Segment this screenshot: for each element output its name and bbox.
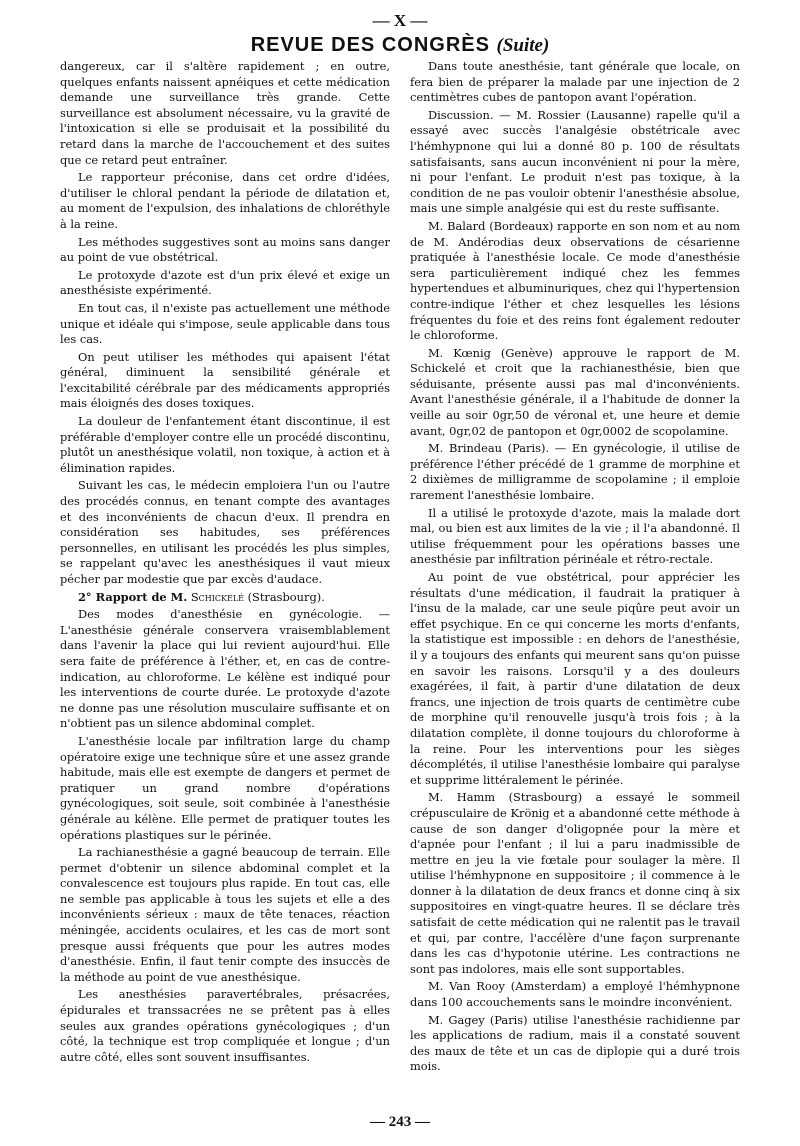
paragraph: Le rapporteur préconise, dans cet ordre d'idées, d'utiliser le chloral pendant la période de dilatation et, au moment de l'expulsion, des inhalations de chloréthyle à la reine. <box>60 170 390 231</box>
paragraph: M. Balard (Bordeaux) rapporte en son nom et au nom de M. Andérodias deux observations de césarienne pratiquée à l'anesthésie locale. Ce mode d'anesthésie sera particulièrement indiqué chez les femmes hypertendues et albuminuriques, chez qui l'hypertension contre-indique l'éther et chez lesquelles les lésions fréquentes du foie et des reins font également redouter le chloroforme. <box>410 218 740 343</box>
paragraph: M. Brindeau (Paris). — En gynécologie, il utilise de préférence l'éther précédé de 1 gramme de morphine et 2 dixièmes de milligramme de scopolamine ; il emploie rarement l'anesthésie lombaire. <box>410 441 740 503</box>
rapport-place: (Strasbourg). <box>247 589 325 604</box>
title-suite: (Suite) <box>496 35 550 56</box>
paragraph: Au point de vue obstétrical, pour apprécier les résultats d'une médication, il faudrait la pratiquer à l'insu de la malade, car une seule piqûre peut avoir un effet psychique. En ce qui concerne les morts d'enfants, la statistique est impossible : en dehors de l'anesthésie, il y a toujours des enfants qui meurent sans qu'on puisse en savoir les raisons. Lorsqu'il y a des douleurs exagérées, il fait, à partir d'une dilatation de deux francs, une injection de trois quarts de centimètre cube de morphine qu'il renouvelle jusqu'à trois fois ; à la dilatation complète, il donne toujours du chloroforme à la reine. Pour les interventions pour les sièges décomplétés, il utilise l'anesthésie lombaire qui paralyse et supprime littéralement le périnée. <box>410 570 740 787</box>
rapport-number: 2° Rapport de M. <box>78 589 188 604</box>
paragraph: M. Kœnig (Genève) approuve le rapport de M. Schickelé et croit que la rachianesthésie, bien que séduisante, présente aussi pas mal d'inconvénients. Avant l'anesthésie générale, il a l'habitude de donner la veille au soir 0gr,50 de véronal et, une heure et demie avant, 0gr,02 de pantopon et 0gr,0002 de scopolamine. <box>410 345 740 438</box>
paragraph: La rachianesthésie a gagné beaucoup de terrain. Elle permet d'obtenir un silence abdominal complet et la convalescence est toujours plus rapide. En tout cas, elle ne semble pas applicable à tous les sujets et elle a des inconvénients sérieux : maux de tête tenaces, réaction méningée, accidents oculaires, et les cas de mort sont presque aussi fréquents que pour les autres modes d'anesthésie. Enfin, il faut tenir compte des insuccès de la méthode au point de vue anesthésique. <box>60 845 390 984</box>
paragraph: Dans toute anesthésie, tant générale que locale, on fera bien de préparer la malade par une injection de 2 centimètres cubes de pantopon avant l'opération. <box>410 59 740 105</box>
paragraph: Suivant les cas, le médecin emploiera l'un ou l'autre des procédés connus, en tenant compte des avantages et des inconvénients de chacun d'eux. Il prendra en considération ses habitudes, ses préférences personnelles, en utilisant les procédés les plus simples, se rappelant qu'avec les anesthésiques il vaut mieux pécher par modestie que par excès d'audace. <box>60 478 390 586</box>
paragraph: Les méthodes suggestives sont au moins sans danger au point de vue obstétrical. <box>60 234 390 265</box>
paragraph: M. Van Rooy (Amsterdam) a employé l'hémhypnone dans 100 accouchements sans le moindre inconvénient. <box>410 979 740 1010</box>
paragraph: Discussion. — M. Rossier (Lausanne) rapelle qu'il a essayé avec succès l'analgésie obstétricale avec l'hémhypnone qui lui a donné 80 p. 100 de résultats satisfaisants, sans aucun inconvénient ni pour la mère, ni pour l'enfant. Le produit n'est pas toxique, à la condition de ne pas vouloir obtenir l'anesthésie absolue, mais une simple analgésie qui est du reste suffisante. <box>410 107 740 216</box>
right-column <box>410 59 740 1077</box>
paragraph: M. Gagey (Paris) utilise l'anesthésie rachidienne par les applications de radium, mais il a constaté souvent des maux de tête et un cas de diplopie qui a duré trois mois. <box>410 1012 740 1074</box>
paragraph: La douleur de l'enfantement étant discontinue, il est préférable d'employer contre elle un procédé discontinu, plutôt un anesthésique volatil, non toxique, à action et à élimination rapides. <box>60 414 390 475</box>
paragraph: Des modes d'anesthésie en gynécologie. — L'anesthésie générale conservera vraisemblablement dans l'avenir la place qui lui revient aujourd'hui. Elle sera faite de préférence à l'éther, et, en cas de contre-indication, au chloroforme. Le kélène est indiqué pour les interventions de courte durée. Le protoxyde d'azote ne donne pas une résolution musculaire suffisante et on n'obtient pas un silence abdominal complet. <box>60 607 390 731</box>
page-roman-numeral: — X — <box>372 11 428 30</box>
paragraph: L'anesthésie locale par infiltration large du champ opératoire exige une technique sûre et une assez grande habitude, mais elle est exempte de dangers et permet de pratiquer un grand nombre d'opérations gynécologiques, soit seule, soit combinée à l'anesthésie générale au kélène. Elle permet de pratiquer toutes les opérations plastiques sur le périnée. <box>60 733 390 842</box>
paragraph: Le protoxyde d'azote est d'un prix élevé et exige un anesthésiste expérimenté. <box>60 267 390 298</box>
rapport-author: Schickelé <box>190 589 244 604</box>
title-text: REVUE DES CONGRÈS <box>250 34 490 56</box>
page-number: — 243 — <box>370 1114 430 1130</box>
paragraph: Il a utilisé le protoxyde d'azote, mais la malade dort mal, ou bien est aux limites de la vie ; il l'a abandonné. Il utilise fréquemment pour les opérations basses une anesthésie par infiltration périnéale et rétro-rectale. <box>410 505 740 567</box>
left-column <box>60 59 390 1077</box>
page-title <box>60 33 740 57</box>
paragraph: Les anesthésies paravertébrales, présacrées, épidurales et transsacrées ne se prêtent pas à elles seules aux grandes opérations gynécologiques ; d'un côté, la technique est trop compliquée et longue ; d'un autre côté, elles sont souvent insuffisantes. <box>60 987 390 1064</box>
paragraph: M. Hamm (Strasbourg) a essayé le sommeil crépusculaire de Krönig et a abandonné cette méthode à cause de son danger d'oligopnée pour la mère et d'apnée pour l'enfant ; il lui a paru inadmissible de mettre en jeu la vie fœtale pour soulager la mère. Il utilise l'hémhypnone en suppositoire ; il commence à le donner à la dilatation de deux francs et donne cinq à six suppositoires en vingt-quatre heures. Il se déclare très satisfait de cette médication qui ne ralentit pas le travail et qui, par contre, l'accélère d'une façon surprenante dans les cas d'hypotonie utérine. Les contractions ne sont pas indolores, mais elle sont supportables. <box>410 790 740 976</box>
paragraph: On peut utiliser les méthodes qui apaisent l'état général, diminuent la sensibilité générale et l'excitabilité cérébrale par des médicaments appropriés mais éloignés des doses toxiques. <box>60 349 390 411</box>
paragraph: dangereux, car il s'altère rapidement ; en outre, quelques enfants naissent apnéiques et cette médication demande une surveillance très grande. Cette surveillance est absolument nécessaire, vu la gravité de l'intoxication si elle se produisait et la possibilité du retard dans la marche de l'accouchement et des suites que ce retard peut entraîner. <box>60 59 390 167</box>
paragraph: En tout cas, il n'existe pas actuellement une méthode unique et idéale qui s'impose, seule applicable dans tous les cas. <box>60 300 390 347</box>
columns <box>60 59 740 1077</box>
rapport-heading <box>60 590 390 606</box>
